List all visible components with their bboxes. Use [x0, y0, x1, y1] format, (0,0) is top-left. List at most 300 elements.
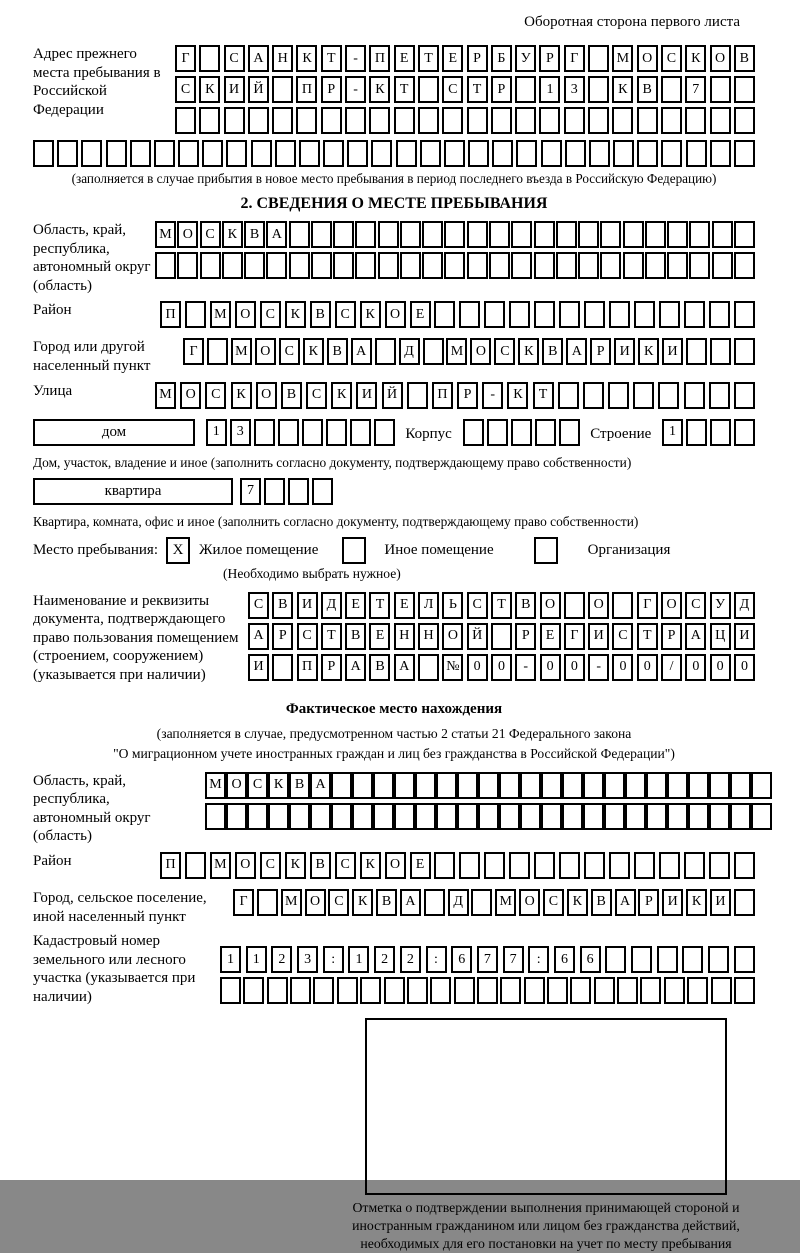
- char-box: С: [685, 592, 706, 619]
- char-box: [541, 140, 562, 167]
- fact-oblast-field: [33, 772, 755, 846]
- prev-address-row-3: [175, 107, 755, 134]
- char-box: И: [614, 338, 635, 365]
- char-box: Т: [321, 45, 342, 72]
- char-box: О: [235, 301, 256, 328]
- char-box: [384, 977, 405, 1004]
- char-box: -: [515, 654, 536, 681]
- char-box: [468, 140, 489, 167]
- doc-field: [33, 592, 755, 685]
- char-box: [199, 107, 220, 134]
- char-box: Б: [491, 45, 512, 72]
- char-box: С: [260, 301, 281, 328]
- char-box: [355, 252, 376, 279]
- char-box: [609, 301, 630, 328]
- s2-gorod-label: Город или другой населенный пункт: [33, 339, 151, 374]
- char-box: [106, 140, 127, 167]
- char-box: [734, 76, 755, 103]
- doc-row-1: [248, 592, 755, 619]
- char-box: 0: [710, 654, 731, 681]
- char-box: [454, 977, 475, 1004]
- char-box: [457, 803, 478, 830]
- char-box: [634, 852, 655, 879]
- char-box: С: [200, 221, 221, 248]
- char-box: Г: [564, 623, 585, 650]
- char-box: Е: [410, 301, 431, 328]
- char-box: [685, 107, 706, 134]
- char-box: Т: [467, 76, 488, 103]
- char-box: Р: [457, 382, 478, 409]
- char-box: [646, 803, 667, 830]
- char-box: [487, 419, 508, 446]
- char-box: [247, 803, 268, 830]
- char-box: [457, 772, 478, 799]
- s2-oblast-field: [33, 221, 755, 295]
- char-box: К: [507, 382, 528, 409]
- char-box: [511, 252, 532, 279]
- char-box: [289, 221, 310, 248]
- char-box: [326, 419, 347, 446]
- char-box: [207, 338, 228, 365]
- fact-kadastr-row-1: [220, 946, 755, 973]
- fact-kadastr-field: [33, 932, 755, 1008]
- char-box: О: [256, 382, 277, 409]
- char-box: [637, 140, 658, 167]
- char-box: [712, 252, 733, 279]
- char-box: П: [160, 852, 181, 879]
- char-box: [331, 803, 352, 830]
- char-box: О: [470, 338, 491, 365]
- char-box: Т: [418, 45, 439, 72]
- char-box: [608, 382, 629, 409]
- char-box: [751, 772, 772, 799]
- char-box: [556, 252, 577, 279]
- char-box: [424, 889, 445, 916]
- char-box: [583, 772, 604, 799]
- char-box: К: [303, 338, 324, 365]
- char-box: [243, 977, 264, 1004]
- char-box: [645, 221, 666, 248]
- char-box: [734, 889, 755, 916]
- char-box: К: [567, 889, 588, 916]
- char-box: [289, 803, 310, 830]
- char-box: [442, 107, 463, 134]
- char-box: [751, 803, 772, 830]
- char-box: [511, 419, 532, 446]
- char-box: [734, 221, 755, 248]
- char-box: [296, 107, 317, 134]
- char-box: [264, 478, 285, 505]
- char-box: О: [180, 382, 201, 409]
- char-box: [709, 301, 730, 328]
- mesto-row: [33, 537, 755, 564]
- char-box: Л: [418, 592, 439, 619]
- fact-gorod-row: [233, 889, 755, 916]
- char-box: К: [296, 45, 317, 72]
- char-box: [477, 977, 498, 1004]
- kvartira-named-box: квартира: [33, 478, 233, 505]
- char-box: О: [385, 852, 406, 879]
- char-box: [313, 977, 334, 1004]
- char-box: [730, 772, 751, 799]
- char-box: [178, 140, 199, 167]
- fact-oblast-label: Область, край, республика, автономный округ (область): [33, 772, 151, 845]
- char-box: [254, 419, 275, 446]
- char-box: Е: [369, 623, 390, 650]
- char-box: -: [588, 654, 609, 681]
- char-box: С: [247, 772, 268, 799]
- char-box: [612, 107, 633, 134]
- char-box: Е: [410, 852, 431, 879]
- prev-address-row-2: [175, 76, 755, 103]
- char-box: И: [734, 623, 755, 650]
- char-box: В: [376, 889, 397, 916]
- char-box: А: [345, 654, 366, 681]
- char-box: М: [210, 301, 231, 328]
- char-box: [645, 252, 666, 279]
- char-box: [467, 107, 488, 134]
- char-box: [251, 140, 272, 167]
- char-box: С: [248, 592, 269, 619]
- char-box: [371, 140, 392, 167]
- char-box: А: [248, 623, 269, 650]
- char-box: Т: [394, 76, 415, 103]
- char-box: [302, 419, 323, 446]
- s2-oblast-label: Область, край, республика, автономный округ (область): [33, 222, 151, 294]
- char-box: [422, 221, 443, 248]
- char-box: [130, 140, 151, 167]
- char-box: [491, 623, 512, 650]
- char-box: [588, 45, 609, 72]
- char-box: [321, 107, 342, 134]
- char-box: [664, 977, 685, 1004]
- char-box: [684, 382, 705, 409]
- s2-ulitsa-field: [33, 382, 755, 413]
- char-box: [375, 338, 396, 365]
- char-box: [558, 382, 579, 409]
- char-box: [185, 301, 206, 328]
- char-box: И: [710, 889, 731, 916]
- char-box: С: [543, 889, 564, 916]
- char-box: [594, 977, 615, 1004]
- char-box: 0: [540, 654, 561, 681]
- s2-raion-label: Район: [33, 302, 72, 319]
- char-box: К: [518, 338, 539, 365]
- fact-title: Фактическое место нахождения: [285, 700, 503, 717]
- char-box: [565, 140, 586, 167]
- kvartira-boxes: [240, 478, 333, 505]
- char-box: Д: [321, 592, 342, 619]
- char-box: [478, 772, 499, 799]
- fact-raion-field: [33, 852, 755, 883]
- char-box: К: [360, 301, 381, 328]
- char-box: В: [542, 338, 563, 365]
- char-box: [708, 946, 729, 973]
- char-box: 2: [400, 946, 421, 973]
- char-box: [511, 221, 532, 248]
- char-box: К: [331, 382, 352, 409]
- char-box: С: [494, 338, 515, 365]
- char-box: П: [369, 45, 390, 72]
- char-box: [516, 140, 537, 167]
- char-box: [688, 772, 709, 799]
- char-box: [578, 221, 599, 248]
- stamp-box: [365, 1018, 727, 1195]
- char-box: [734, 301, 755, 328]
- doc-row-3: [248, 654, 755, 681]
- char-box: К: [268, 772, 289, 799]
- char-box: [534, 301, 555, 328]
- char-box: [710, 140, 731, 167]
- char-box: [640, 977, 661, 1004]
- s2-ulitsa-row: [155, 382, 755, 409]
- char-box: [350, 419, 371, 446]
- char-box: [535, 419, 556, 446]
- char-box: А: [615, 889, 636, 916]
- char-box: [686, 140, 707, 167]
- char-box: [556, 221, 577, 248]
- char-box: [369, 107, 390, 134]
- char-box: [633, 382, 654, 409]
- char-box: [588, 107, 609, 134]
- char-box: [373, 803, 394, 830]
- char-box: С: [297, 623, 318, 650]
- char-box: 3: [297, 946, 318, 973]
- char-box: [352, 803, 373, 830]
- char-box: [657, 946, 678, 973]
- char-box: [588, 76, 609, 103]
- char-box: [515, 76, 536, 103]
- char-box: О: [226, 772, 247, 799]
- fact-raion-label: Район: [33, 852, 72, 869]
- char-box: [634, 301, 655, 328]
- char-box: К: [285, 301, 306, 328]
- char-box: [459, 852, 480, 879]
- char-box: [689, 221, 710, 248]
- char-box: [612, 592, 633, 619]
- char-box: [200, 252, 221, 279]
- char-box: [661, 107, 682, 134]
- char-box: [310, 803, 331, 830]
- fact-oblast-row-1: [205, 772, 755, 799]
- char-box: О: [519, 889, 540, 916]
- mesto-checkbox-org: [534, 537, 558, 564]
- kvartira-note: Квартира, комната, офис и иное (заполнить согласно документу, подтверждающему право собственности): [33, 513, 639, 529]
- char-box: [415, 772, 436, 799]
- char-box: Р: [491, 76, 512, 103]
- char-box: [374, 419, 395, 446]
- char-box: [499, 803, 520, 830]
- char-box: Р: [661, 623, 682, 650]
- char-box: [471, 889, 492, 916]
- mesto-option-org: Организация: [587, 541, 671, 558]
- char-box: [709, 772, 730, 799]
- char-box: [541, 772, 562, 799]
- char-box: О: [661, 592, 682, 619]
- char-box: [520, 772, 541, 799]
- mesto-label: Место пребывания:: [33, 541, 158, 558]
- char-box: С: [467, 592, 488, 619]
- char-box: [155, 252, 176, 279]
- char-box: [275, 140, 296, 167]
- s2-gorod-field: [33, 338, 755, 375]
- char-box: [378, 252, 399, 279]
- char-box: С: [328, 889, 349, 916]
- prev-address-row-4: [33, 140, 755, 167]
- char-box: А: [394, 654, 415, 681]
- char-box: С: [279, 338, 300, 365]
- char-box: Д: [399, 338, 420, 365]
- char-box: [734, 107, 755, 134]
- char-box: [604, 772, 625, 799]
- char-box: Р: [467, 45, 488, 72]
- stamp-area: [347, 1018, 745, 1253]
- char-box: [394, 772, 415, 799]
- char-box: П: [432, 382, 453, 409]
- char-box: В: [244, 221, 265, 248]
- char-box: [436, 803, 457, 830]
- char-box: [562, 772, 583, 799]
- char-box: Д: [448, 889, 469, 916]
- char-box: [524, 977, 545, 1004]
- char-box: 0: [734, 654, 755, 681]
- fact-kadastr-row-2: [220, 977, 755, 1004]
- char-box: 3: [230, 419, 251, 446]
- char-box: [646, 772, 667, 799]
- char-box: Й: [248, 76, 269, 103]
- char-box: [631, 946, 652, 973]
- char-box: Т: [533, 382, 554, 409]
- char-box: И: [356, 382, 377, 409]
- char-box: :: [323, 946, 344, 973]
- char-box: [659, 301, 680, 328]
- char-box: С: [335, 852, 356, 879]
- char-box: [467, 221, 488, 248]
- char-box: В: [289, 772, 310, 799]
- char-box: [177, 252, 198, 279]
- char-box: [418, 654, 439, 681]
- char-box: [583, 803, 604, 830]
- char-box: А: [266, 221, 287, 248]
- char-box: [559, 301, 580, 328]
- char-box: [734, 382, 755, 409]
- char-box: Р: [321, 76, 342, 103]
- char-box: [562, 803, 583, 830]
- prev-address-label: Адрес прежнего места пребывания в Российской Федерации: [33, 46, 161, 118]
- char-box: [661, 140, 682, 167]
- section2-title: 2. СВЕДЕНИЯ О МЕСТЕ ПРЕБЫВАНИЯ: [240, 195, 548, 212]
- char-box: [541, 803, 562, 830]
- char-box: [682, 946, 703, 973]
- fact-gorod-label: Город, сельское поселение, иной населенный пункт: [33, 889, 207, 925]
- char-box: [312, 478, 333, 505]
- char-box: [418, 76, 439, 103]
- char-box: Т: [321, 623, 342, 650]
- char-box: [400, 221, 421, 248]
- char-box: Г: [183, 338, 204, 365]
- char-box: Р: [638, 889, 659, 916]
- char-box: 1: [220, 946, 241, 973]
- char-box: Е: [394, 45, 415, 72]
- char-box: К: [686, 889, 707, 916]
- char-box: К: [638, 338, 659, 365]
- char-box: [684, 301, 705, 328]
- prev-address-row-1: [175, 45, 755, 72]
- char-box: У: [515, 45, 536, 72]
- char-box: Н: [272, 45, 293, 72]
- char-box: [710, 338, 731, 365]
- fact-oblast-row-2: [205, 803, 755, 830]
- char-box: №: [442, 654, 463, 681]
- char-box: [311, 252, 332, 279]
- char-box: [625, 772, 646, 799]
- char-box: [686, 419, 707, 446]
- char-box: М: [446, 338, 467, 365]
- char-box: М: [210, 852, 231, 879]
- char-box: [175, 107, 196, 134]
- page-side-note: Оборотная сторона первого листа: [524, 14, 740, 30]
- char-box: [331, 772, 352, 799]
- char-box: [684, 852, 705, 879]
- char-box: [267, 977, 288, 1004]
- dom-named-box: дом: [33, 419, 195, 446]
- char-box: А: [351, 338, 372, 365]
- char-box: [266, 252, 287, 279]
- char-box: 7: [685, 76, 706, 103]
- char-box: С: [260, 852, 281, 879]
- stroenie-boxes: [662, 419, 755, 446]
- char-box: М: [205, 772, 226, 799]
- char-box: К: [352, 889, 373, 916]
- char-box: [689, 252, 710, 279]
- char-box: -: [345, 45, 366, 72]
- char-box: [311, 221, 332, 248]
- char-box: Е: [345, 592, 366, 619]
- char-box: 7: [477, 946, 498, 973]
- char-box: [257, 889, 278, 916]
- char-box: [205, 803, 226, 830]
- char-box: М: [495, 889, 516, 916]
- doc-label: Наименование и реквизиты документа, подтверждающего право пользования помещением (строением, сооружением) (указывается при наличии): [33, 592, 239, 683]
- char-box: К: [612, 76, 633, 103]
- char-box: [578, 252, 599, 279]
- char-box: [33, 140, 54, 167]
- char-box: [613, 140, 634, 167]
- mesto-note: (Необходимо выбрать нужное): [223, 565, 401, 581]
- char-box: [444, 140, 465, 167]
- char-box: [394, 107, 415, 134]
- char-box: [667, 772, 688, 799]
- s2-dom-row: [33, 419, 755, 450]
- char-box: О: [235, 852, 256, 879]
- char-box: Ь: [442, 592, 463, 619]
- char-box: 0: [467, 654, 488, 681]
- char-box: 0: [612, 654, 633, 681]
- char-box: В: [310, 301, 331, 328]
- char-box: [515, 107, 536, 134]
- char-box: И: [588, 623, 609, 650]
- char-box: С: [224, 45, 245, 72]
- s2-gorod-row: [183, 338, 755, 365]
- char-box: 1: [206, 419, 227, 446]
- char-box: [623, 221, 644, 248]
- s2-oblast-row-2: [155, 252, 755, 279]
- char-box: [272, 107, 293, 134]
- char-box: М: [155, 221, 176, 248]
- char-box: [534, 252, 555, 279]
- char-box: [415, 803, 436, 830]
- char-box: [323, 140, 344, 167]
